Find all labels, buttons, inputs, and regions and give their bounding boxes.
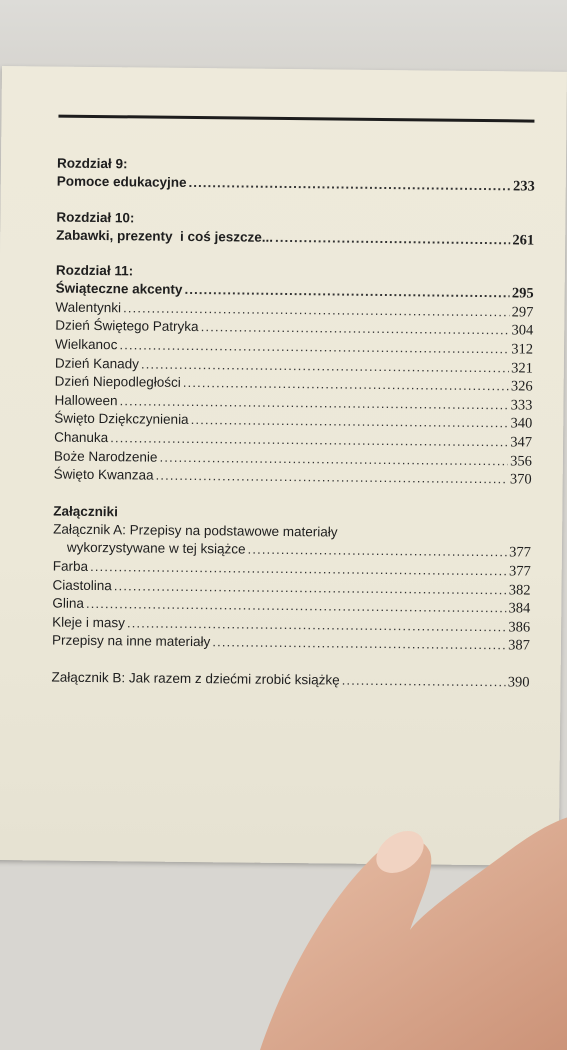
entry-title: Farba <box>52 558 89 574</box>
entry-page: 233 <box>512 178 535 195</box>
entry-page: 297 <box>511 304 534 321</box>
entry-page: 377 <box>509 544 532 561</box>
hand-finger <box>250 790 567 1050</box>
entry-title: Dzień Świętego Patryka <box>55 317 199 335</box>
dot-leader <box>155 467 508 489</box>
dot-leader <box>188 174 511 196</box>
entry-page: 321 <box>511 359 533 377</box>
entry-title: Święto Dziękczynienia <box>54 410 189 428</box>
chapter-9-label: Rozdział 9: <box>56 155 128 172</box>
dot-leader <box>212 634 506 656</box>
entry-title: Przepisy na inne materiały <box>51 632 211 650</box>
entry-title: Ciastolina <box>52 577 112 593</box>
entry-title: Chanuka <box>54 429 109 446</box>
entry-title: Dzień Kanady <box>54 355 140 372</box>
entry-title: Wielkanoc <box>55 336 118 353</box>
entry-page: 386 <box>508 619 531 636</box>
entry-page: 261 <box>512 231 535 249</box>
entry-page: 340 <box>510 415 533 432</box>
appendix-a-title: Załącznik A: Przepisy na podstawowe materiały <box>53 521 338 540</box>
entry-page: 390 <box>507 674 530 691</box>
entry-title: Święto Kwanzaa <box>53 466 154 483</box>
entry-title: Halloween <box>54 392 118 408</box>
entry-title: Dzień Niepodległości <box>54 373 181 391</box>
chapter-10-label: Rozdział 10: <box>56 209 135 225</box>
entry-title: Walentynki <box>55 299 122 316</box>
header-rule <box>58 115 534 123</box>
entry-page: 326 <box>510 378 533 395</box>
entry-page: 377 <box>508 563 531 580</box>
entry-title: wykorzystywane w tej książce <box>66 540 246 557</box>
entry-page: 387 <box>508 637 531 654</box>
entry-title: Kleje i masy <box>52 614 126 631</box>
entry-page: 295 <box>511 285 534 302</box>
book-page <box>0 66 567 866</box>
chapter-11-label: Rozdział 11: <box>55 262 134 279</box>
entry-page: 333 <box>510 397 533 414</box>
appendices-label: Załączniki <box>53 503 118 519</box>
toc-entry-appendix-b <box>51 668 529 692</box>
entry-title: Pomoce edukacyjne <box>56 173 187 190</box>
entry-page: 382 <box>508 581 531 599</box>
entry-title: Zabawki, prezenty i coś jeszcze... <box>56 227 274 245</box>
entry-page: 384 <box>508 600 531 617</box>
table-of-contents <box>51 155 535 692</box>
entry-page: 356 <box>510 452 532 470</box>
entry-page: 312 <box>511 341 534 358</box>
entry-title: Boże Narodzenie <box>53 448 158 465</box>
entry-title: Glina <box>52 595 84 611</box>
entry-page: 347 <box>510 434 533 451</box>
entry-title: Załącznik B: Jak razem z dziećmi zrobić książkę <box>51 669 340 688</box>
dot-leader <box>342 671 506 691</box>
entry-title: Świąteczne akcenty <box>55 280 183 298</box>
entry-page: 304 <box>511 322 534 339</box>
entry-page: 370 <box>509 471 532 488</box>
dot-leader <box>275 228 511 249</box>
